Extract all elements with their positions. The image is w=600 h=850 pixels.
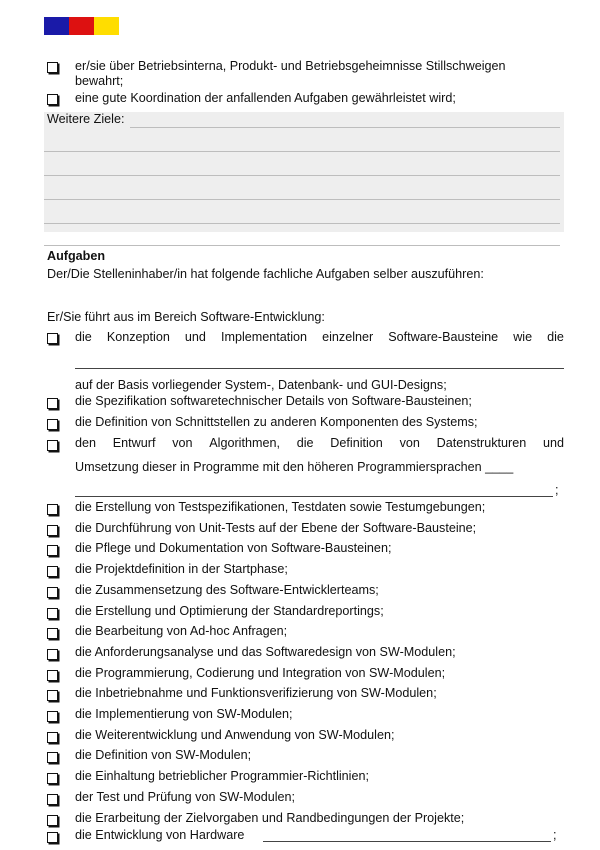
checkbox-task[interactable] (47, 815, 58, 826)
task-item: die Spezifikation softwaretechnischer Details von Software-Bausteinen; (75, 394, 472, 408)
task-item: die Einhaltung betrieblicher Programmier-Richtlinien; (75, 769, 369, 784)
fill-line (75, 496, 553, 497)
flag-red (69, 17, 94, 35)
item-coordination: eine gute Koordination der anfallenden Aufgaben gewährleistet wird; (75, 91, 456, 105)
word: wie (513, 330, 533, 344)
task-item: die Projektdefinition in der Startphase; (75, 562, 288, 577)
fill-line (263, 841, 551, 842)
checkbox-task[interactable] (47, 752, 58, 763)
checkbox-task[interactable] (47, 440, 58, 451)
checkbox-task[interactable] (47, 628, 58, 639)
flag-yellow (94, 17, 119, 35)
further-goals-line (44, 175, 560, 176)
word: Definition (330, 436, 383, 450)
task-item: der Test und Prüfung von SW-Modulen; (75, 789, 296, 804)
checkbox-task[interactable] (47, 649, 58, 660)
checkbox-task[interactable] (47, 333, 58, 344)
checkbox-task[interactable] (47, 608, 58, 619)
task-item: die Durchführung von Unit-Tests auf der Ebene der Software-Bausteine; (75, 520, 477, 535)
checkbox-task[interactable] (47, 711, 58, 722)
word: Konzeption (106, 330, 170, 344)
word: und (542, 436, 564, 450)
checkbox-task[interactable] (47, 832, 58, 843)
task-item: die Erarbeitung der Zielvorgaben und Randbedingungen der Projekte; (75, 810, 465, 825)
checkbox-task[interactable] (47, 670, 58, 681)
checkbox-coordination[interactable] (47, 94, 58, 105)
checkbox-confidentiality[interactable] (47, 62, 58, 73)
checkbox-task[interactable] (47, 398, 58, 409)
task-item: die Anforderungsanalyse und das Softwaredesign von SW-Modulen; (75, 644, 456, 659)
task-item: die Erstellung und Optimierung der Standardreportings; (75, 603, 384, 618)
task-item: die Implementierung von SW-Modulen; (75, 707, 293, 721)
section-intro: Der/Die Stelleninhaber/in hat folgende fachliche Aufgaben selber auszuführen: (47, 267, 484, 281)
checkbox-task[interactable] (47, 773, 58, 784)
further-goals-label: Weitere Ziele: (47, 112, 125, 126)
task-item: die Programmierung, Codierung und Integration von SW-Modulen; (75, 665, 446, 680)
area-intro: Er/Sie führt aus im Bereich Software-Entwicklung: (47, 310, 325, 324)
line-end: ; (555, 483, 559, 497)
word: Algorithmen, (209, 436, 280, 450)
checkbox-task[interactable] (47, 566, 58, 577)
task-item: die Erstellung von Testspezifikationen, Testdaten sowie Testumgebungen; (75, 500, 486, 514)
word: von (172, 436, 193, 450)
further-goals-line (130, 127, 560, 128)
word: die (75, 330, 92, 344)
task-item: die Bearbeitung von Ad-hoc Anfragen; (75, 624, 288, 639)
line-end: ; (553, 828, 557, 842)
task-item-algorithms-line2: Umsetzung dieser in Programme mit den höheren Programmiersprachen ____ (75, 460, 514, 474)
word: Entwurf (112, 436, 156, 450)
word: Software-Bausteine (388, 330, 499, 344)
task-item-algorithms (75, 436, 564, 451)
further-goals-line (44, 199, 560, 200)
section-heading: Aufgaben (47, 249, 106, 263)
word: den (75, 436, 97, 450)
checkbox-task[interactable] (47, 794, 58, 805)
word: einzelner (322, 330, 374, 344)
fill-line (75, 368, 564, 369)
further-goals-line (44, 223, 560, 224)
word: und (184, 330, 206, 344)
task-item: die Definition von Schnittstellen zu anderen Komponenten des Systems; (75, 415, 478, 429)
task-item: die Pflege und Dokumentation von Software-Bausteinen; (75, 541, 392, 556)
task-item: die Inbetriebnahme und Funktionsverifizierung von SW-Modulen; (75, 686, 437, 701)
task-item-conception-cont: auf der Basis vorliegender System-, Datenbank- und GUI-Designs; (75, 378, 447, 392)
word: die (547, 330, 564, 344)
logo-flag (44, 17, 119, 35)
item-confidentiality: er/sie über Betriebsinterna, Produkt- und Betriebsgeheimnisse Stillschweigen bewahrt; (75, 59, 506, 88)
further-goals-line (44, 245, 560, 246)
task-item-hardware: die Entwicklung von Hardware (75, 828, 245, 842)
flag-blue (44, 17, 69, 35)
checkbox-task[interactable] (47, 690, 58, 701)
checkbox-task[interactable] (47, 504, 58, 515)
word: die (296, 436, 314, 450)
checkbox-task[interactable] (47, 545, 58, 556)
task-item-conception (75, 330, 564, 345)
word: von (399, 436, 420, 450)
checkbox-task[interactable] (47, 587, 58, 598)
checkbox-task[interactable] (47, 525, 58, 536)
checkbox-task[interactable] (47, 419, 58, 430)
checkbox-task[interactable] (47, 732, 58, 743)
further-goals-field[interactable] (44, 112, 564, 232)
word: Datenstrukturen (436, 436, 527, 450)
further-goals-line (44, 151, 560, 152)
task-item: die Weiterentwicklung und Anwendung von SW-Modulen; (75, 727, 395, 742)
task-item: die Zusammensetzung des Software-Entwicklerteams; (75, 582, 379, 597)
word: Implementation (220, 330, 308, 344)
task-item: die Definition von SW-Modulen; (75, 748, 252, 763)
